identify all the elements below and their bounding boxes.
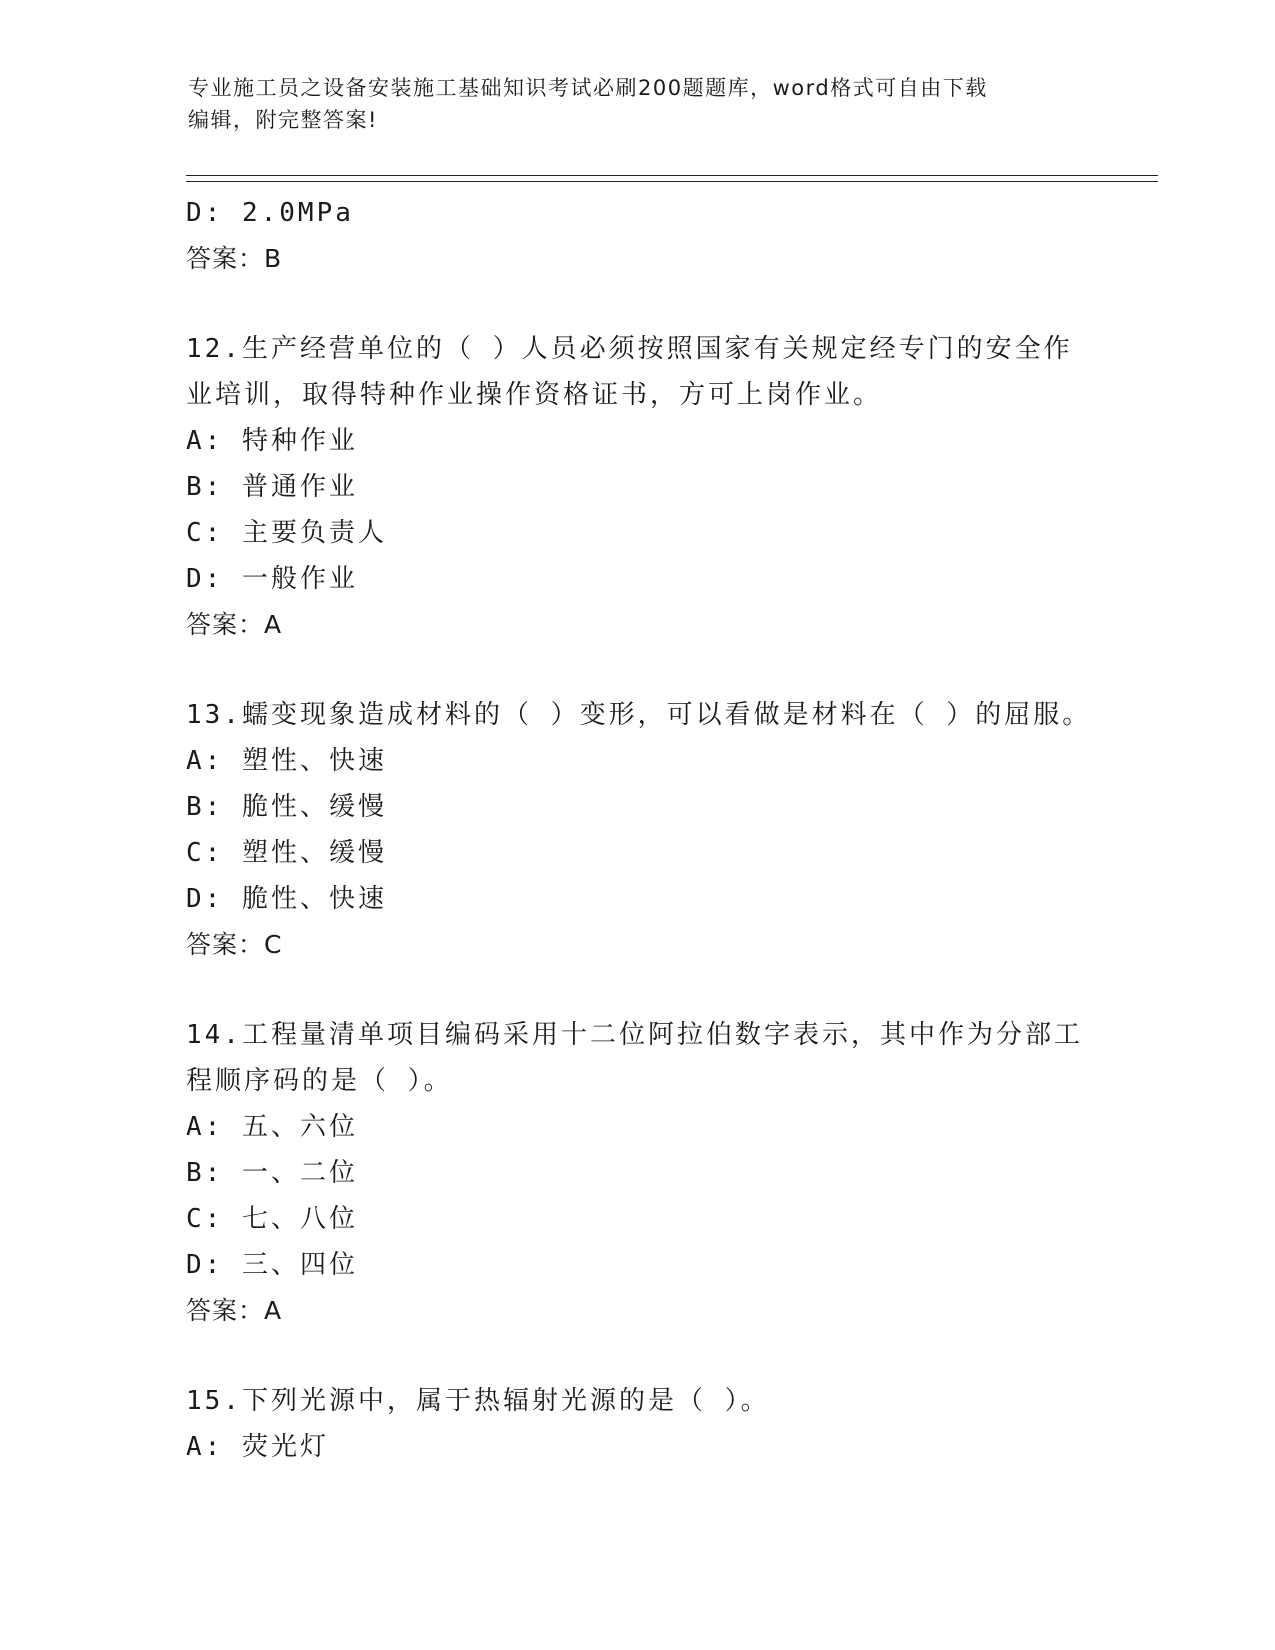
question-text-line-1: 12.生产经营单位的（ ）人员必须按照国家有关规定经专门的安全作	[186, 334, 1073, 364]
question-text-line-1: 15.下列光源中，属于热辐射光源的是（ ）。	[186, 1386, 770, 1416]
option-a: A: 特种作业	[186, 426, 358, 456]
header-divider-top	[186, 175, 1158, 176]
question-14	[186, 1012, 1106, 1334]
answer-line: 答案：B	[186, 244, 283, 273]
option-a: A: 五、六位	[186, 1112, 358, 1142]
question-text-line-2: 程顺序码的是（ ）。	[186, 1066, 453, 1096]
question-list	[186, 190, 1106, 1470]
option-b: B: 脆性、缓慢	[186, 792, 387, 822]
answer-line: 答案：C	[186, 930, 283, 959]
header-divider-bottom	[186, 181, 1158, 182]
question-11-continuation	[186, 190, 1106, 282]
question-text-line-1: 13.蠕变现象造成材料的（ ）变形，可以看做是材料在（ ）的屈服。	[186, 700, 1092, 730]
option-b: B: 一、二位	[186, 1158, 358, 1188]
header-title-line-2: 编辑，附完整答案!	[188, 108, 378, 132]
question-15	[186, 1378, 1106, 1470]
option-a: A: 荧光灯	[186, 1432, 329, 1462]
question-text-line-1: 14.工程量清单项目编码采用十二位阿拉伯数字表示，其中作为分部工	[186, 1020, 1083, 1050]
option-c: C: 主要负责人	[186, 518, 387, 548]
option-b: B: 普通作业	[186, 472, 358, 502]
answer-line: 答案：A	[186, 610, 283, 639]
option-d: D: 脆性、快速	[186, 884, 387, 914]
question-text-line-2: 业培训，取得特种作业操作资格证书，方可上岗作业。	[186, 380, 883, 410]
document-header	[188, 72, 1088, 136]
option-d: D: 2.0MPa	[186, 198, 354, 228]
option-c: C: 塑性、缓慢	[186, 838, 387, 868]
option-d: D: 三、四位	[186, 1250, 358, 1280]
question-13	[186, 692, 1106, 968]
option-a: A: 塑性、快速	[186, 746, 387, 776]
question-12	[186, 326, 1106, 648]
option-d: D: 一般作业	[186, 564, 358, 594]
header-title-line-1: 专业施工员之设备安装施工基础知识考试必刷200题题库，word格式可自由下载	[188, 76, 988, 100]
answer-line: 答案：A	[186, 1296, 283, 1325]
option-c: C: 七、八位	[186, 1204, 358, 1234]
